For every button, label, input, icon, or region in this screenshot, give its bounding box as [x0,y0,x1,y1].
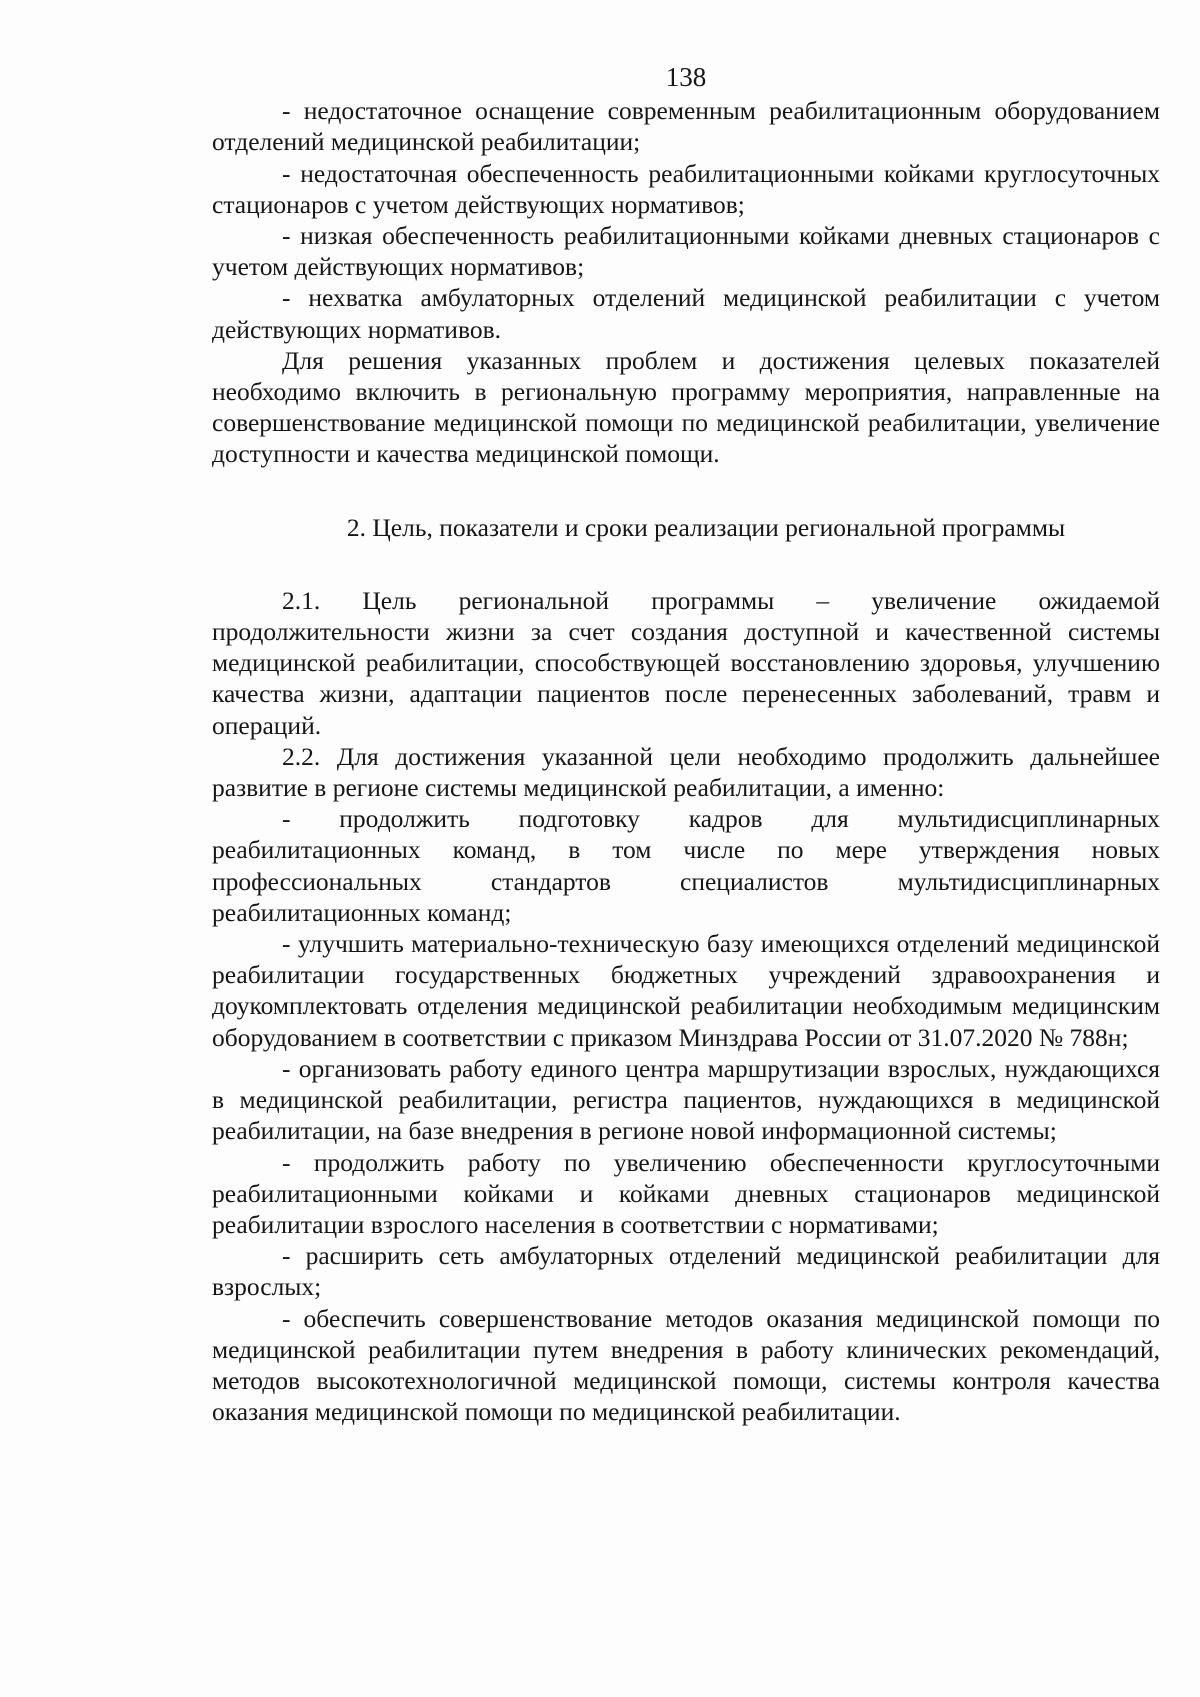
intro-item: - недостаточное оснащение современным реабилитационным оборудованием отделений медицинской реабилитации; [212,96,1160,157]
intro-item: - недостаточная обеспеченность реабилитационными койками круглосуточных стационаров с учетом действующих нормативов; [212,158,1160,219]
task-item: - организовать работу единого центра маршрутизации взрослых, нуждающихся в медицинской реабилитации, регистра пациентов, нуждающихся в медицинской реабилитации, на базе внедрения в регионе новой информационной системы; [212,1053,1160,1146]
goal-paragraph: 2.1. Цель региональной программы – увеличение ожидаемой продолжительности жизни за счет создания доступной и качественной системы медицинской реабилитации, способствующей восстановлению здоровья, улучшению качества жизни, адаптации пациентов после перенесенных заболеваний, травм и операций. [212,585,1160,740]
task-item: - улучшить материально-техническую базу имеющихся отделений медицинской реабилитации государственных бюджетных учреждений здравоохранения и доукомплектовать отделения медицинской реабилитации необходимым медицинским оборудованием в соответствии с приказом Минздрава России от 31.07.2020 № 788н; [212,929,1160,1052]
task-item: - расширить сеть амбулаторных отделений медицинской реабилитации для взрослых; [212,1241,1160,1302]
task-item: - продолжить работу по увеличению обеспеченности круглосуточными реабилитационными койками и койками дневных стационаров медицинской реабилитации взрослого населения в соответствии с нормативами; [212,1147,1160,1239]
section-heading: 2. Цель, показатели и сроки реализации региональной программы [346,512,1066,542]
task-item: - обеспечить совершенствование методов оказания медицинской помощи по медицинской реабилитации путем внедрения в работу клинических рекомендаций, методов высокотехнологичной медицинской помощи, системы контроля качества оказания медицинской помощи по медицинской реабилитации. [212,1303,1160,1427]
page-number: 138 [665,62,707,92]
intro-item: - нехватка амбулаторных отделений медицинской реабилитации с учетом действующих нормативов. [212,283,1160,344]
page-content [212,62,1160,1427]
task-item: - продолжить подготовку кадров для мультидисциплинарных реабилитационных команд, в том числе по мере утверждения новых профессиональных стандартов специалистов мультидисциплинарных реабилитационных команд; [212,804,1160,927]
intro-item: - низкая обеспеченность реабилитационными койками дневных стационаров с учетом действующих нормативов; [212,221,1160,282]
tasks-intro: 2.2. Для достижения указанной цели необходимо продолжить дальнейшее развитие в регионе системы медицинской реабилитации, а именно: [212,741,1160,803]
intro-conclusion: Для решения указанных проблем и достижения целевых показателей необходимо включить в региональную программу мероприятия, направленные на совершенствование медицинской помощи по медицинской реабилитации, увеличение доступности и качества медицинской помощи. [212,345,1160,469]
